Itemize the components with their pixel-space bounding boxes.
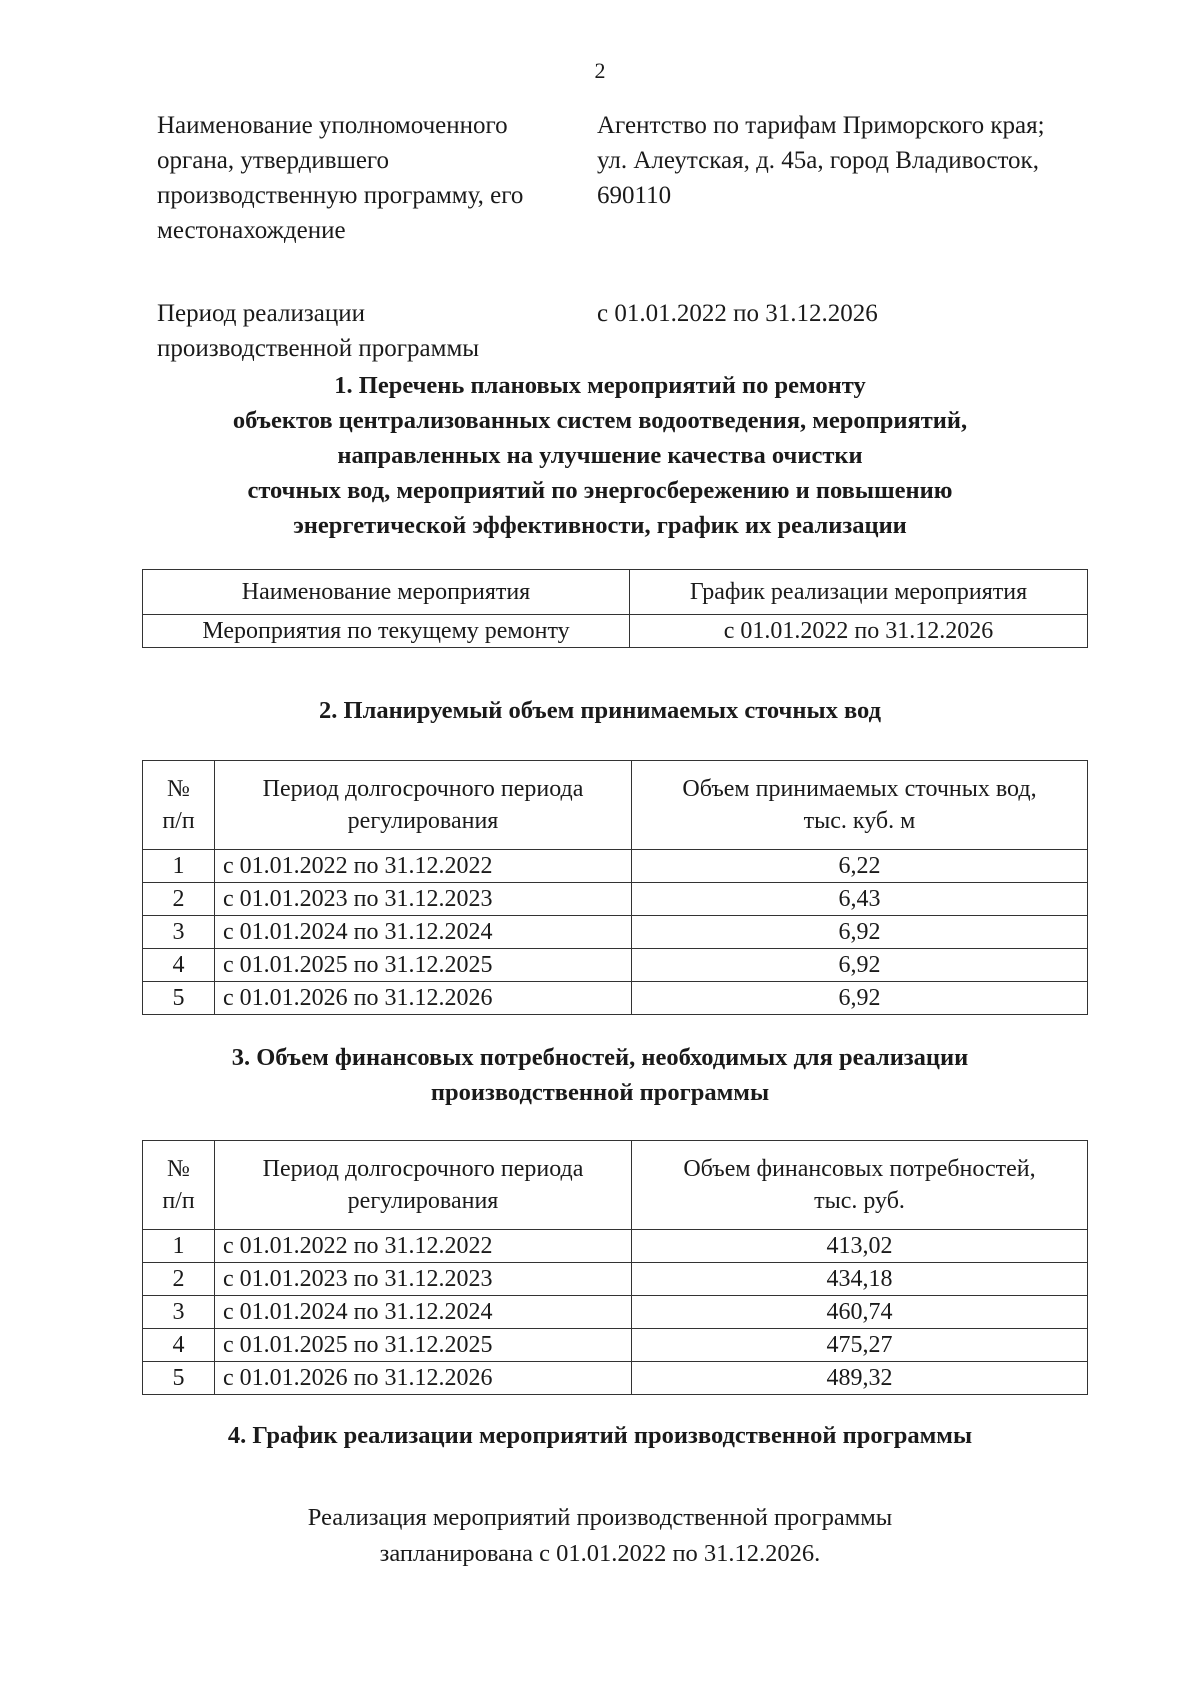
table-cell: 2 bbox=[143, 1263, 215, 1296]
info-value: Агентство по тарифам Приморского края; ул. Алеутская, д. 45а, город Владивосток, 690110 bbox=[597, 112, 1045, 209]
section1-title: 1. Перечень плановых мероприятий по ремонту объектов централизованных систем водоотведения, мероприятий, направленных на улучшение качества очистки сточных вод, мероприятий по энергосбережению и повышению энергетической эффективности, график их реализации bbox=[232, 372, 968, 539]
table-cell: 475,27 bbox=[632, 1329, 1088, 1362]
table-header-cell: № п/п bbox=[143, 761, 215, 850]
table-cell: 489,32 bbox=[632, 1362, 1088, 1395]
table-row bbox=[143, 1296, 1088, 1329]
table-cell: 6,43 bbox=[632, 883, 1088, 916]
section1-table bbox=[142, 569, 1088, 648]
table-row bbox=[143, 850, 1088, 883]
table-header-cell: Объем финансовых потребностей, тыс. руб. bbox=[632, 1141, 1088, 1230]
table-cell: с 01.01.2025 по 31.12.2025 bbox=[215, 949, 632, 982]
table-header-row bbox=[143, 1141, 1088, 1230]
table-cell: с 01.01.2025 по 31.12.2025 bbox=[215, 1329, 632, 1362]
table-cell: с 01.01.2022 по 31.12.2022 bbox=[215, 850, 632, 883]
section2-title: 2. Планируемый объем принимаемых сточных вод bbox=[319, 697, 881, 724]
table-header-cell: Объем принимаемых сточных вод, тыс. куб. м bbox=[632, 761, 1088, 850]
table-row bbox=[143, 1362, 1088, 1395]
table-header-cell: Период долгосрочного периода регулирования bbox=[215, 761, 632, 850]
info-value: с 01.01.2022 по 31.12.2026 bbox=[597, 300, 878, 327]
table-cell: 6,92 bbox=[632, 949, 1088, 982]
table-header-cell: Период долгосрочного периода регулирования bbox=[215, 1141, 632, 1230]
table-row bbox=[143, 1329, 1088, 1362]
table-cell: 4 bbox=[143, 1329, 215, 1362]
section4-title: 4. График реализации мероприятий производственной программы bbox=[227, 1422, 973, 1449]
table-cell: с 01.01.2026 по 31.12.2026 bbox=[215, 1362, 632, 1395]
table-cell: 5 bbox=[143, 982, 215, 1015]
table-row bbox=[143, 615, 1088, 648]
table-row bbox=[143, 1230, 1088, 1263]
table-cell: 6,22 bbox=[632, 850, 1088, 883]
table-row bbox=[143, 982, 1088, 1015]
table-header-cell: График реализации мероприятия bbox=[630, 570, 1088, 615]
table-cell: 3 bbox=[143, 916, 215, 949]
table-cell: с 01.01.2024 по 31.12.2024 bbox=[215, 916, 632, 949]
table-cell: 5 bbox=[143, 1362, 215, 1395]
table-row bbox=[143, 949, 1088, 982]
table-cell: с 01.01.2023 по 31.12.2023 bbox=[215, 1263, 632, 1296]
table-cell: Мероприятия по текущему ремонту bbox=[143, 615, 630, 648]
table-cell: 2 bbox=[143, 883, 215, 916]
table-cell: 434,18 bbox=[632, 1263, 1088, 1296]
table-cell: 3 bbox=[143, 1296, 215, 1329]
section2-table bbox=[142, 760, 1088, 1015]
page-number: 2 bbox=[594, 58, 606, 83]
table-cell: с 01.01.2022 по 31.12.2026 bbox=[630, 615, 1088, 648]
table-header-cell: Наименование мероприятия bbox=[143, 570, 630, 615]
section3-table bbox=[142, 1140, 1088, 1395]
table-row bbox=[143, 883, 1088, 916]
table-row bbox=[143, 916, 1088, 949]
table-cell: с 01.01.2023 по 31.12.2023 bbox=[215, 883, 632, 916]
table-header-row bbox=[143, 761, 1088, 850]
table-cell: с 01.01.2024 по 31.12.2024 bbox=[215, 1296, 632, 1329]
info-label: Наименование уполномоченного органа, утвердившего производственную программу, его местонахождение bbox=[157, 112, 524, 244]
info-label: Период реализации производственной программы bbox=[157, 300, 480, 362]
table-cell: 413,02 bbox=[632, 1230, 1088, 1263]
table-cell: 1 bbox=[143, 850, 215, 883]
table-cell: 4 bbox=[143, 949, 215, 982]
table-cell: 6,92 bbox=[632, 982, 1088, 1015]
table-cell: 1 bbox=[143, 1230, 215, 1263]
table-cell: с 01.01.2026 по 31.12.2026 bbox=[215, 982, 632, 1015]
section4-text: Реализация мероприятий производственной программы запланирована с 01.01.2022 по 31.12.2026. bbox=[307, 1504, 893, 1567]
table-row bbox=[143, 1263, 1088, 1296]
table-header-cell: № п/п bbox=[143, 1141, 215, 1230]
table-cell: 460,74 bbox=[632, 1296, 1088, 1329]
section3-title: 3. Объем финансовых потребностей, необходимых для реализации производственной программы bbox=[231, 1044, 969, 1106]
table-cell: с 01.01.2022 по 31.12.2022 bbox=[215, 1230, 632, 1263]
table-cell: 6,92 bbox=[632, 916, 1088, 949]
table-header-row bbox=[143, 570, 1088, 615]
